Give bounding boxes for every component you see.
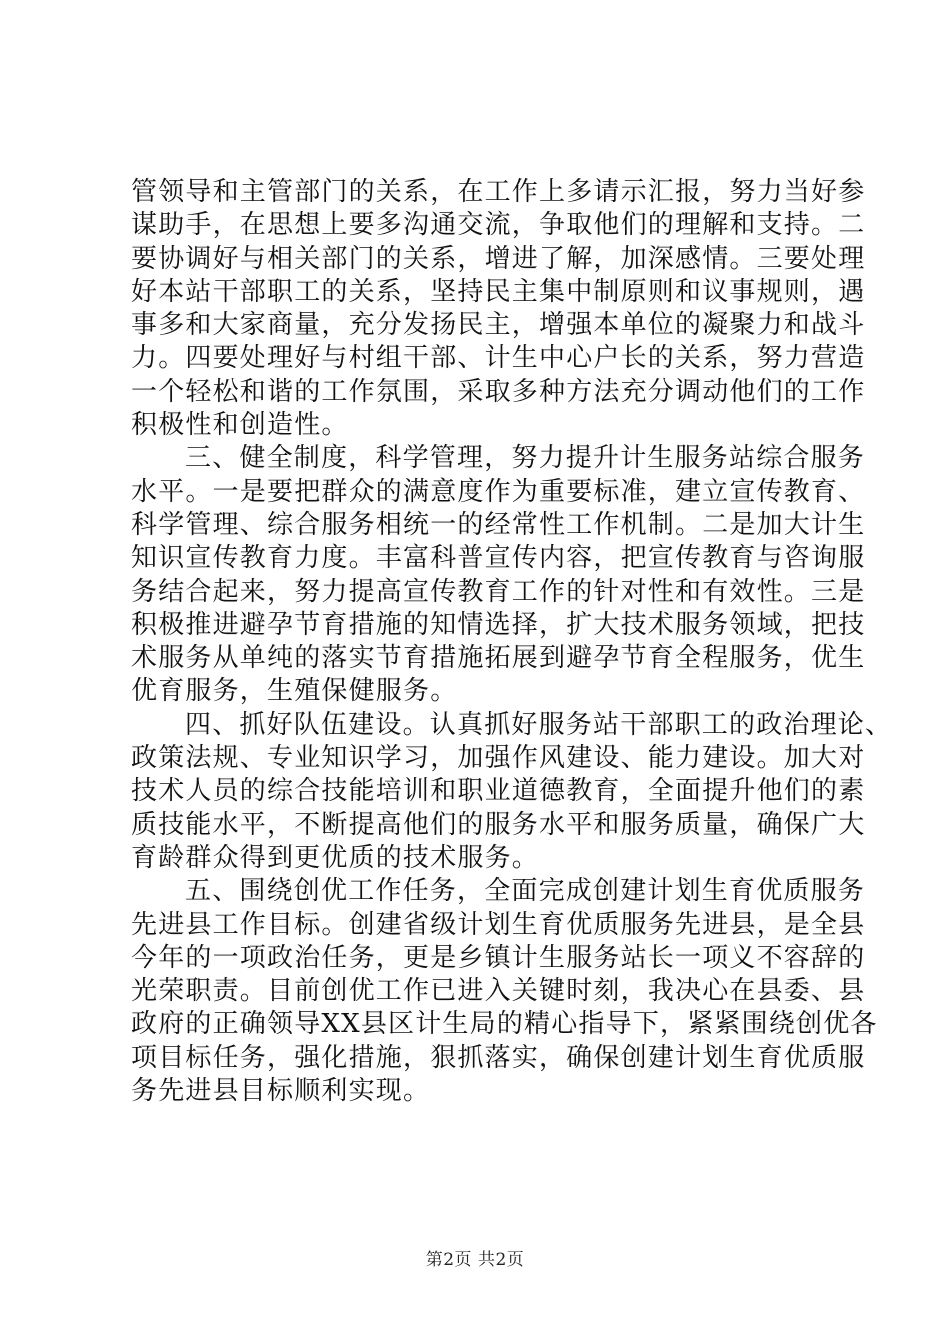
text-line: 积极推进避孕节育措施的知情选择，扩大技术服务领域，把技 [131,609,866,640]
text-line: 今年的一项政治任务，更是乡镇计生服务站长一项义不容辞的 [131,942,866,973]
text-line: 谋助手，在思想上要多沟通交流，争取他们的理解和支持。二 [131,210,866,241]
text-line: 育龄群众得到更优质的技术服务。 [131,842,540,873]
text-line: 务先进县目标顺利实现。 [131,1076,431,1107]
paragraph-start-line: 四、抓好队伍建设。认真抓好服务站干部职工的政治理论、 [185,709,893,740]
page-number-footer: 第2页 共2页 [425,1250,525,1270]
text-line: 光荣职责。目前创优工作已进入关键时刻，我决心在县委、县 [131,976,866,1007]
paragraph-start-line: 三、健全制度，科学管理，努力提升计生服务站综合服务 [185,443,866,474]
text-line: 一个轻松和谐的工作氛围，采取多种方法充分调动他们的工作 [131,376,866,407]
text-line: 政府的正确领导XX县区计生局的精心指导下，紧紧围绕创优各 [131,1009,878,1040]
paragraph-start-line: 五、围绕创优工作任务，全面完成创建计划生育优质服务 [185,876,866,907]
text-line: 项目标任务，强化措施，狠抓落实，确保创建计划生育优质服 [131,1042,866,1073]
text-line: 术服务从单纯的落实节育措施拓展到避孕节育全程服务，优生 [131,643,866,674]
text-line: 科学管理、综合服务相统一的经常性工作机制。二是加大计生 [131,509,866,540]
text-line: 优育服务，生殖保健服务。 [131,676,458,707]
text-line: 管领导和主管部门的关系，在工作上多请示汇报，努力当好参 [131,177,866,207]
text-line: 技术人员的综合技能培训和职业道德教育，全面提升他们的素 [131,776,866,807]
text-line: 知识宣传教育力度。丰富科普宣传内容，把宣传教育与咨询服 [131,543,866,574]
text-line: 先进县工作目标。创建省级计划生育优质服务先进县，是全县 [131,909,866,940]
text-line: 质技能水平，不断提高他们的服务水平和服务质量，确保广大 [131,809,866,840]
text-line: 要协调好与相关部门的关系，增进了解，加深感情。三要处理 [131,243,866,274]
text-line: 积极性和创造性。 [131,410,349,441]
text-line: 务结合起来，努力提高宣传教育工作的针对性和有效性。三是 [131,576,866,607]
text-line: 好本站干部职工的关系，坚持民主集中制原则和议事规则，遇 [131,276,866,307]
document-body [131,176,893,1108]
text-line: 政策法规、专业知识学习，加强作风建设、能力建设。加大对 [131,743,866,774]
text-line: 水平。一是要把群众的满意度作为重要标准，建立宣传教育、 [131,476,866,507]
text-line: 力。四要处理好与村组干部、计生中心户长的关系，努力营造 [131,343,866,374]
text-line: 事多和大家商量，充分发扬民主，增强本单位的凝聚力和战斗 [131,310,866,341]
